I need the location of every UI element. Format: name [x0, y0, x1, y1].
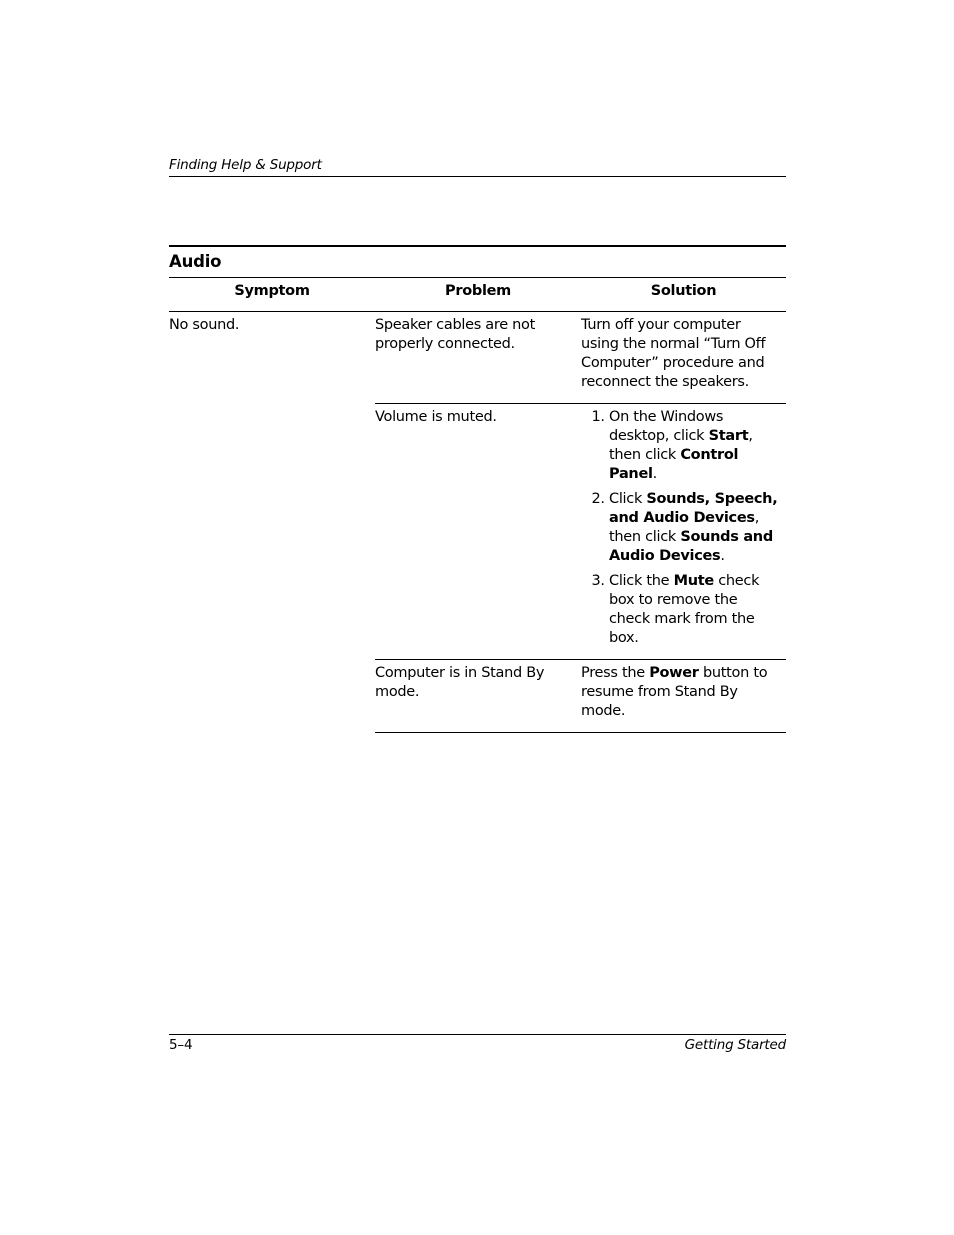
list-item: 1. On the Windows desktop, click Start, then click Control Panel. — [609, 408, 780, 484]
table-header-row — [169, 278, 786, 312]
table-row — [169, 312, 786, 404]
audio-section — [169, 245, 786, 733]
section-title: Audio — [169, 247, 786, 278]
list-item: 2. Click Sounds, Speech, and Audio Devices, then click Sounds and Audio Devices. — [609, 490, 780, 566]
page-number: 5–4 — [169, 1037, 193, 1053]
problem-cell: Speaker cables are not properly connected. — [375, 317, 535, 352]
column-header-symptom: Symptom — [169, 278, 375, 312]
page-footer — [169, 1034, 786, 1053]
column-header-problem: Problem — [375, 278, 581, 312]
document-title: Getting Started — [684, 1037, 786, 1053]
troubleshooting-table — [169, 278, 786, 733]
column-header-solution: Solution — [581, 278, 786, 312]
problem-cell: Computer is in Stand By mode. — [375, 660, 581, 733]
solution-steps — [581, 408, 780, 648]
solution-cell — [581, 404, 786, 660]
solution-cell: Press the Power button to resume from Stand By mode. — [581, 660, 786, 733]
running-header — [169, 157, 786, 177]
list-item: 3. Click the Mute check box to remove the check mark from the box. — [609, 572, 780, 648]
solution-cell: Turn off your computer using the normal “Turn Off Computer” procedure and reconnect the speakers. — [581, 317, 766, 390]
running-title: Finding Help & Support — [169, 157, 322, 173]
symptom-cell: No sound. — [169, 317, 240, 333]
problem-cell: Volume is muted. — [375, 404, 581, 660]
